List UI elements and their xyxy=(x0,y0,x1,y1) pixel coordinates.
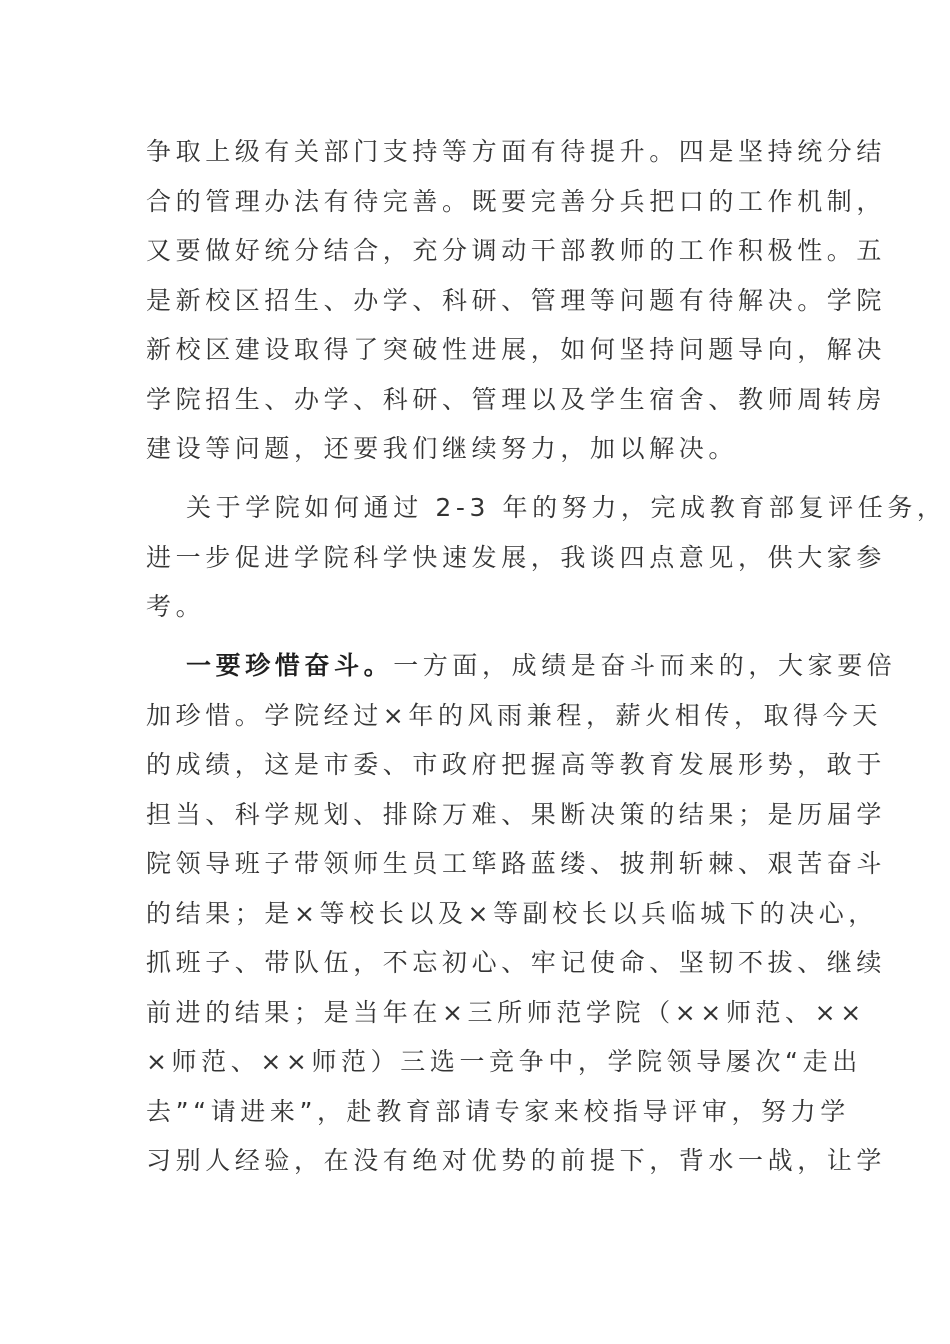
paragraph-1 xyxy=(146,127,887,474)
paragraph-2-line-2: 进一步促进学院科学快速发展，我谈四点意见，供大家参 xyxy=(146,542,887,572)
paragraph-1-line-3: 又要做好统分结合，充分调动干部教师的工作积极性。五 xyxy=(146,236,887,265)
paragraph-3-line-6: 的结果；是×等校长以及×等副校长以兵临城下的决心， xyxy=(146,898,878,928)
paragraph-3-line-11: 习别人经验，在没有绝对优势的前提下，背水一战，让学 xyxy=(146,1146,887,1175)
paragraph-1-line-4: 是新校区招生、办学、科研、管理等问题有待解决。学院 xyxy=(146,285,887,315)
paragraph-1-line-2: 合的管理办法有待完善。既要完善分兵把口的工作机制， xyxy=(146,186,887,216)
paragraph-3-line-4: 担当、科学规划、排除万难、果断决策的结果；是历届学 xyxy=(146,799,887,829)
paragraph-3-line-10: 去”“请进来”，赴教育部请专家来校指导评审，努力学 xyxy=(146,1096,850,1126)
paragraph-3 xyxy=(146,641,897,1186)
paragraph-3-line-8: 前进的结果；是当年在×三所师范学院（××师范、×× xyxy=(146,997,866,1027)
paragraph-2-line-3: 考。 xyxy=(146,592,206,621)
paragraph-3-line-1 xyxy=(146,641,897,691)
paragraph-1-line-6: 学院招生、办学、科研、管理以及学生宿舍、教师周转房 xyxy=(146,384,887,414)
paragraph-3-line-9: ×师范、××师范）三选一竞争中，学院领导屡次“走出 xyxy=(146,1047,862,1076)
paragraph-3-line-1-text: 一方面，成绩是奋斗而来的，大家要倍 xyxy=(393,651,897,680)
paragraph-3-line-2: 加珍惜。学院经过×年的风雨兼程，薪火相传，取得今天 xyxy=(146,700,882,730)
paragraph-3-heading: 一要珍惜奋斗。 xyxy=(186,651,394,680)
paragraph-2 xyxy=(146,483,947,632)
paragraph-1-line-1: 争取上级有关部门支持等方面有待提升。四是坚持统分结 xyxy=(146,137,887,166)
paragraph-1-line-7: 建设等问题，还要我们继续努力，加以解决。 xyxy=(146,434,739,463)
paragraph-1-line-5: 新校区建设取得了突破性进展，如何坚持问题导向，解决 xyxy=(146,335,887,364)
paragraph-2-line-1: 关于学院如何通过 2-3 年的努力，完成教育部复评任务， xyxy=(186,493,947,522)
paragraph-3-line-5: 院领导班子带领师生员工筚路蓝缕、披荆斩棘、艰苦奋斗 xyxy=(146,849,887,878)
paragraph-3-line-3: 的成绩，这是市委、市政府把握高等教育发展形势，敢于 xyxy=(146,750,887,779)
paragraph-3-line-7: 抓班子、带队伍，不忘初心、牢记使命、坚韧不拔、继续 xyxy=(146,948,887,977)
